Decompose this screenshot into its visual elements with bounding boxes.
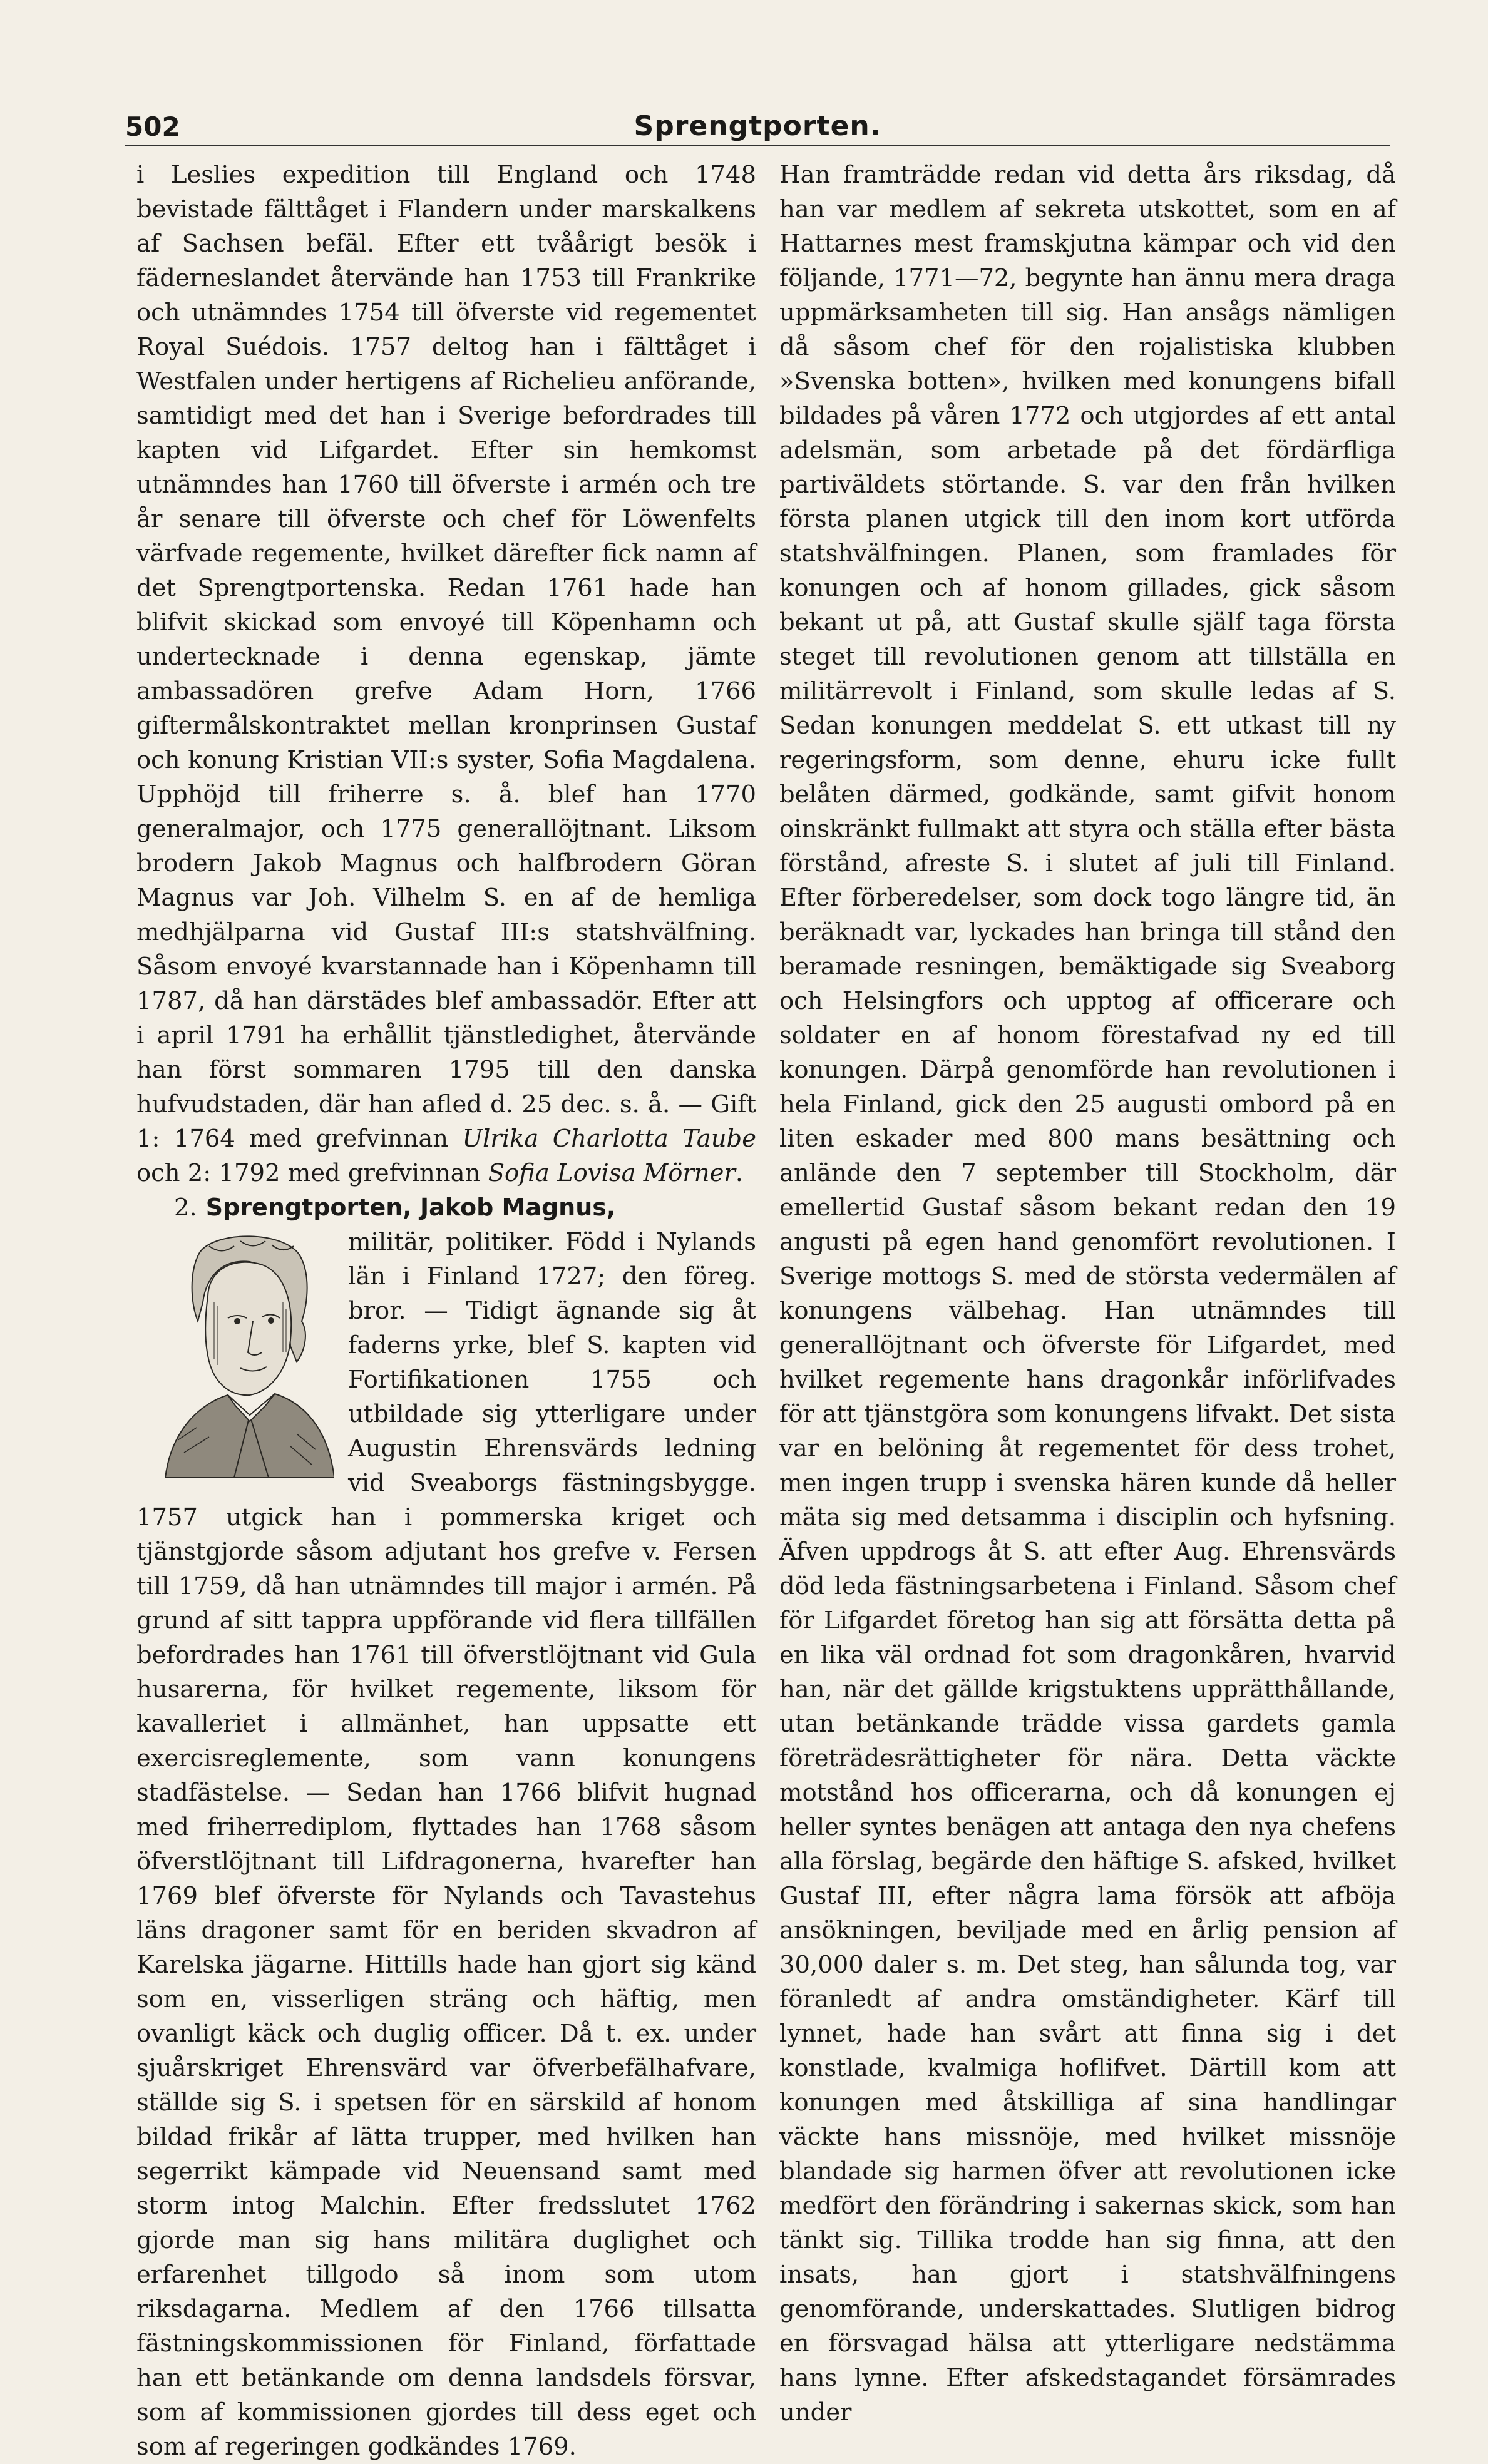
page-header	[125, 106, 1390, 150]
left-column	[136, 158, 756, 2461]
entry2-name: Sprengtporten, Jakob Magnus,	[205, 1194, 616, 1221]
page-number: 502	[125, 111, 180, 142]
entry2-number: 2.	[174, 1194, 197, 1222]
portrait-engraving	[140, 1227, 334, 1478]
running-head: Sprengtporten.	[634, 110, 881, 142]
entry1-end: .	[735, 1159, 744, 1187]
wife2-name: Sofia Lovisa Mörner	[488, 1159, 736, 1187]
entry2-continuation: Han framträdde redan vid detta års riksdag, då han var medlem af sekreta utskottet, som en af Hattarnes mest framskjutna kämpar och vid den följande, 1771—72, begynte han ännu mera draga uppmärksamheten till sig. Han ansågs nämligen då såsom chef för den rojalistiska klubben »Svenska botten», hvilken med konungens bifall bildades på våren 1772 och utgjordes af ett antal adelsmän, som arbetade på det fördärfliga partiväldets störtande. S. var den från hvilken första planen utgick till den inom kort utförda statshvälfningen. Planen, som framlades för konungen och af honom gillades, gick såsom bekant ut på, att Gustaf skulle själf taga första steget till revolutionen genom att tillställa en militärrevolt i Finland, som skulle ledas af S. Sedan konungen meddelat S. ett utkast till ny regeringsform, som denne, ehuru icke fullt belåten därmed, godkände, samt gifvit honom oinskränkt fullmakt att styra och ställa efter bästa förstånd, afreste S. i slutet af juli till Finland. Efter förberedelser, som dock togo längre tid, än beräknadt var, lyckades han bringa till stånd den beramade resningen, bemäktigade sig Sveaborg och Helsingfors och upptog af officerare och soldater en af honom förestafvad ny ed till konungen. Därpå genomförde han revolutionen i hela Finland, gick den 25 augusti ombord på en liten eskader med 800 mans besättning och anlände den 7 september till Stockholm, där emellertid Gustaf såsom bekant redan den 19 angusti på egen hand genomfört revolutionen. I Sverige mottogs S. med de största vedermälen af konungens välbehag. Han utnämndes till generallöjtnant och öfverste för Lifgardet, med hvilket regemente hans dragonkår införlifvades för att tjänstgöra som konungens lifvakt. Det sista var en belöning åt regementet för dess trohet, men ingen trupp i svenska hären kunde då heller mäta sig med detsamma i disciplin och hyfsning. Äfven uppdrogs åt S. att efter Aug. Ehrensvärds död leda fästningsarbetena i Finland. Såsom chef för Lifgardet företog han sig att försätta detta på en lika väl ordnad fot som dragonkåren, hvarvid han, när det gällde krigstuktens upprätthållande, utan betänkande trädde vissa gardets gamla företrädesrättigheter för nära. Detta väckte motstånd hos officerarna, och då konungen ej heller syntes benägen att antaga den nya chefens alla förslag, begärde den häftige S. afsked, hvilket Gustaf III, efter några lama försök att afböja ansökningen, beviljade med en årlig pension af 30,000 daler s. m. Det steg, han sålunda tog, var föranledt af andra omständigheter. Kärf till lynnet, hade han svårt att finna sig i det konstlade, kvalmiga hoflifvet. Därtill kom att konungen med åtskilliga af sina handlingar väckte hans missnöje, med hvilket missnöje blandade sig harmen öfver att revolutionen icke medfört den förändring i sakernas skick, som han tänkt sig. Tillika trodde han sig finna, att den insats, han gjort i statshvälfningens genomförande, underskattades. Slutligen bidrog en försvagad hälsa att ytterligare nedstämma hans lynne. Efter afskedstagandet försämrades under	[779, 161, 1396, 2426]
portrait-svg	[140, 1227, 334, 1478]
entry1-mid: och 2: 1792 med grefvinnan	[136, 1159, 481, 1187]
entry1-continuation	[136, 158, 756, 1190]
header-rule	[125, 145, 1390, 146]
entry2	[136, 1190, 756, 1225]
right-column	[779, 158, 1396, 2426]
entry1-text: i Leslies expedition till England och 1748 bevistade fälttåget i Flandern under marskalkens af Sachsen befäl. Efter ett tvåårigt besök i fäderneslandet återvände han 1753 till Frankrike och utnämndes 1754 till öfverste vid regementet Royal Suédois. 1757 deltog han i fälttåget i Westfalen under hertigens af Richelieu anförande, samtidigt med det han i Sverige befordrades till kapten vid Lifgardet. Efter sin hemkomst utnämndes han 1760 till öfverste i armén och tre år senare till öfverste och chef för Löwenfelts värfvade regemente, hvilket därefter fick namn af det Sprengtportenska. Redan 1761 hade han blifvit skickad som envoyé till Köpenhamn och undertecknade i denna egenskap, jämte ambassadören grefve Adam Horn, 1766 giftermålskontraktet mellan kronprinsen Gustaf och konung Kristian VII:s syster, Sofia Magdalena. Upphöjd till friherre s. å. blef han 1770 generalmajor, och 1775 generallöjtnant. Liksom brodern Jakob Magnus och halfbrodern Göran Magnus var Joh. Vilhelm S. en af de hemliga medhjälparna vid Gustaf III:s statshvälfning. Såsom envoyé kvarstannade han i Köpenhamn till 1787, då han därstädes blef ambassadör. Efter att i april 1791 ha erhållit tjänstledighet, återvände han först sommaren 1795 till den danska hufvudstaden, där han afled d. 25 dec. s. å. — Gift 1: 1764 med grefvinnan	[136, 161, 756, 1153]
wife1-name: Ulrika Charlotta Taube	[462, 1125, 756, 1153]
entry2-text: militär, politiker. Född i Nylands län i Finland 1727; den föreg. bror. — Tidigt ägnande sig åt faderns yrke, blef S. kapten vid Fortifikationen 1755 och utbildade sig ytterligare under Augustin Ehrensvärds ledning vid Sveaborgs fästningsbygge. 1757 utgick han i pommerska kriget och tjänstgjorde såsom adjutant hos grefve v. Fersen till 1759, då han utnämndes till major i armén. På grund af sitt tappra uppförande vid flera tillfällen befordrades han 1761 till öfverstlöjtnant vid Gula husarerna, för hvilket regemente, liksom för kavalleriet i allmänhet, han uppsatte ett exercisreglemente, som vann konungens stadfästelse. — Sedan han 1766 blifvit hugnad med friherrediplom, flyttades han 1768 såsom öfverstlöjtnant till Lifdragonerna, hvarefter han 1769 blef öfverste för Nylands och Tavastehus läns dragoner samt för en beriden skvadron af Karelska jägarne. Hittills hade han gjort sig känd som en, visserligen sträng och häftig, men ovanligt käck och duglig officer. Då t. ex. under sjuårskriget Ehrensvärd var öfverbefälhafvare, ställde sig S. i spetsen för en särskild af honom bildad frikår af lätta trupper, med hvilken han segerrikt kämpade vid Neuensand samt med storm intog Malchin. Efter fredsslutet 1762 gjorde man sig hans militära duglighet och erfarenhet tillgodo så inom som utom riksdagarna. Medlem af den 1766 tillsatta fästningskommissionen för Finland, författade han ett betänkande om denna landsdels försvar, som af kommissionen gjordes till dess eget och som af regeringen godkändes 1769.	[136, 1228, 756, 2461]
